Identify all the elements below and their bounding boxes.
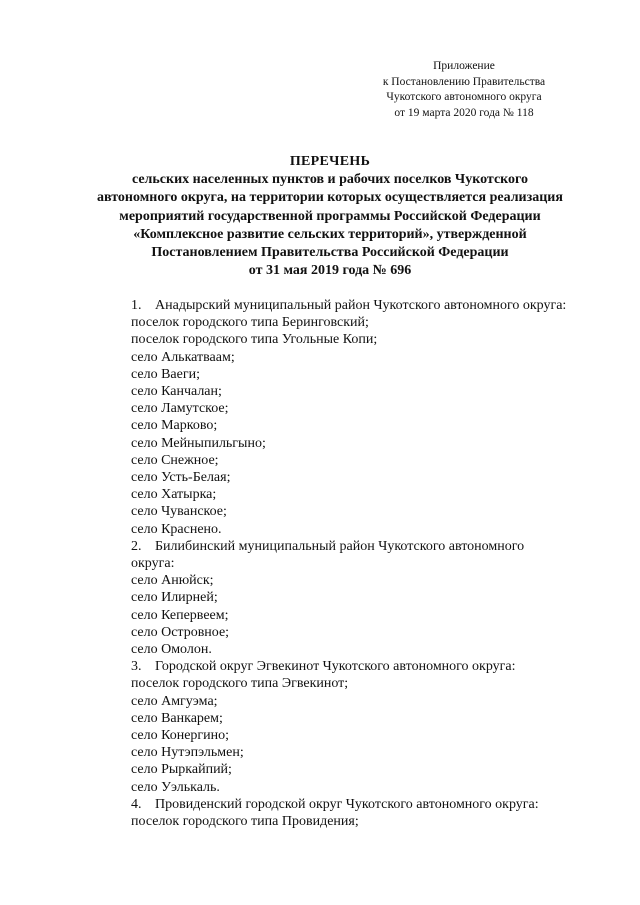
section-header-text: округа: bbox=[131, 556, 175, 572]
section-header-text: Анадырский муниципальный район Чукотского автономного округа: bbox=[155, 298, 567, 313]
section-header-line bbox=[131, 555, 611, 572]
settlement-item: село Хатырка; bbox=[131, 487, 217, 503]
settlement-item: поселок городского типа Угольные Копи; bbox=[131, 332, 378, 348]
settlement-item: поселок городского типа Провидения; bbox=[131, 814, 359, 830]
settlement-item: село Чуванское; bbox=[131, 504, 227, 520]
settlement-item: село Ванкарем; bbox=[131, 710, 223, 726]
settlement-item: село Усть-Белая; bbox=[131, 470, 231, 486]
settlement-item: село Островное; bbox=[131, 624, 230, 640]
title-line: от 31 мая 2019 года № 696 bbox=[248, 263, 412, 279]
section-header-line bbox=[131, 538, 611, 555]
settlement-item: село Кепервеем; bbox=[131, 607, 229, 623]
appendix-block bbox=[344, 59, 584, 121]
settlement-item: село Алькатваам; bbox=[131, 349, 235, 365]
settlement-item: поселок городского типа Беринговский; bbox=[131, 315, 369, 331]
settlement-item: село Илирней; bbox=[131, 590, 218, 606]
settlement-list bbox=[131, 297, 611, 830]
title-line: мероприятий государственной программы Российской Федерации bbox=[119, 208, 541, 224]
settlement-item: село Ваеги; bbox=[131, 366, 200, 382]
section-number: 3. bbox=[131, 659, 142, 675]
title-line: автономного округа, на территории которых осуществляется реализация bbox=[97, 190, 563, 206]
title-heading: ПЕРЕЧЕНЬ bbox=[289, 154, 371, 169]
settlement-item: село Конергино; bbox=[131, 728, 230, 744]
title-line: Постановлением Правительства Российской Федерации bbox=[151, 245, 509, 261]
settlement-item: село Краснено. bbox=[131, 521, 222, 537]
settlement-item: село Амгуэма; bbox=[131, 693, 218, 709]
settlement-item: село Ламутское; bbox=[131, 401, 229, 417]
settlement-item: село Анюйск; bbox=[131, 573, 214, 589]
appendix-line: Приложение bbox=[433, 60, 495, 72]
section-number: 1. bbox=[131, 298, 142, 313]
settlement-item: поселок городского типа Эгвекинот; bbox=[131, 676, 349, 692]
document-title bbox=[60, 153, 600, 280]
title-line: сельских населенных пунктов и рабочих поселков Чукотского bbox=[131, 172, 529, 188]
title-line: «Комплексное развитие сельских территорий», утвержденной bbox=[133, 226, 527, 242]
settlement-item: село Мейныпильгыно; bbox=[131, 435, 266, 451]
settlement-item: село Канчалан; bbox=[131, 384, 222, 400]
settlement-item: село Омолон. bbox=[131, 642, 212, 658]
settlement-item: село Марково; bbox=[131, 418, 218, 434]
section-header-text: Городской округ Эгвекинот Чукотского автономного округа: bbox=[155, 659, 516, 675]
settlement-item: село Рыркайпий; bbox=[131, 762, 232, 778]
settlement-item: село Снежное; bbox=[131, 452, 219, 468]
settlement-item: село Нутэпэльмен; bbox=[131, 745, 244, 761]
section-header-line bbox=[131, 297, 611, 314]
appendix-line: к Постановлению Правительства bbox=[382, 75, 546, 88]
section-header-line bbox=[131, 796, 611, 813]
section-number: 4. bbox=[131, 796, 142, 812]
section-number: 2. bbox=[131, 538, 142, 554]
section-header-text: Билибинский муниципальный район Чукотского автономного bbox=[155, 538, 525, 554]
appendix-line: Чукотского автономного округа bbox=[386, 91, 542, 104]
appendix-line: от 19 марта 2020 года № 118 bbox=[394, 106, 534, 119]
settlement-item: село Уэлькаль. bbox=[131, 779, 220, 795]
section-header-text: Провиденский городской округ Чукотского автономного округа: bbox=[155, 796, 539, 812]
section-header-line bbox=[131, 658, 611, 675]
